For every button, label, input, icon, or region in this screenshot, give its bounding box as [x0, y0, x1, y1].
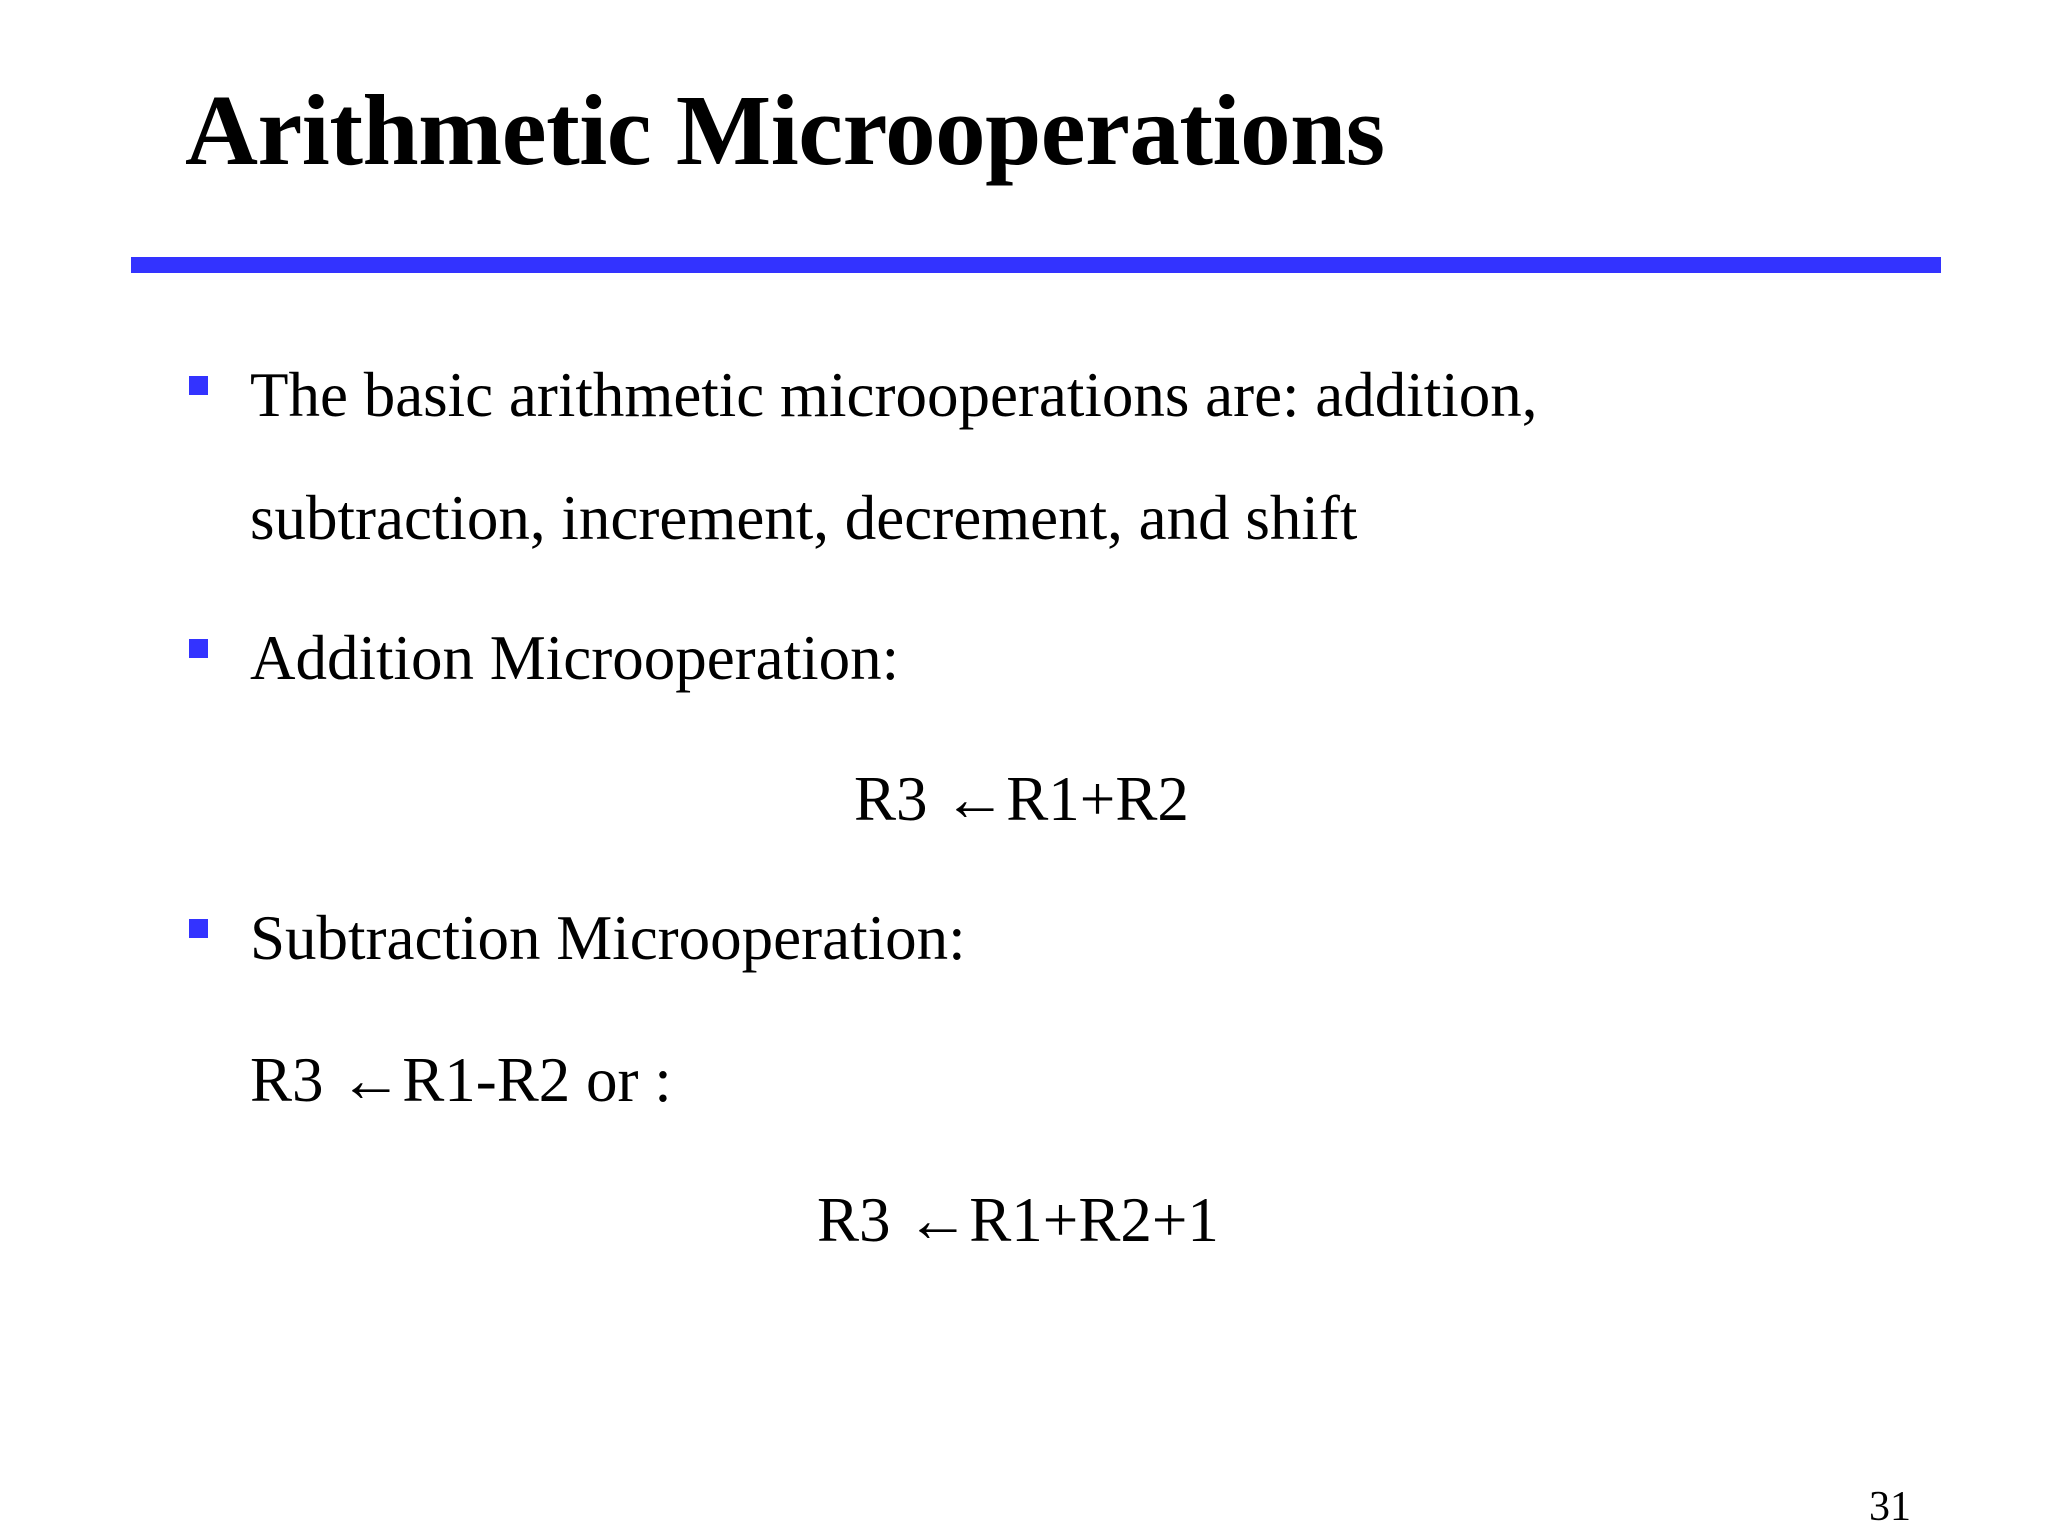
- square-bullet-icon: [189, 639, 208, 658]
- addition-equation: R3 ←R1+R2: [854, 764, 1189, 834]
- subtraction-equation: R3 ←R1-R2 or :: [250, 1045, 672, 1115]
- slide-title: Arithmetic Microoperations: [185, 74, 1385, 186]
- square-bullet-icon: [189, 919, 208, 938]
- bullet-1-line-2: subtraction, increment, decrement, and shift: [250, 483, 1358, 553]
- square-bullet-icon: [189, 376, 208, 395]
- bullet-1-line-1: The basic arithmetic microoperations are: addition,: [250, 360, 1538, 430]
- subtraction-alt-equation: R3 ←R1+R2+1: [817, 1185, 1219, 1255]
- subtraction-heading: Subtraction Microoperation:: [250, 903, 966, 973]
- title-divider: [131, 257, 1941, 273]
- page-number: 31: [1869, 1484, 1911, 1530]
- addition-heading: Addition Microoperation:: [250, 623, 900, 693]
